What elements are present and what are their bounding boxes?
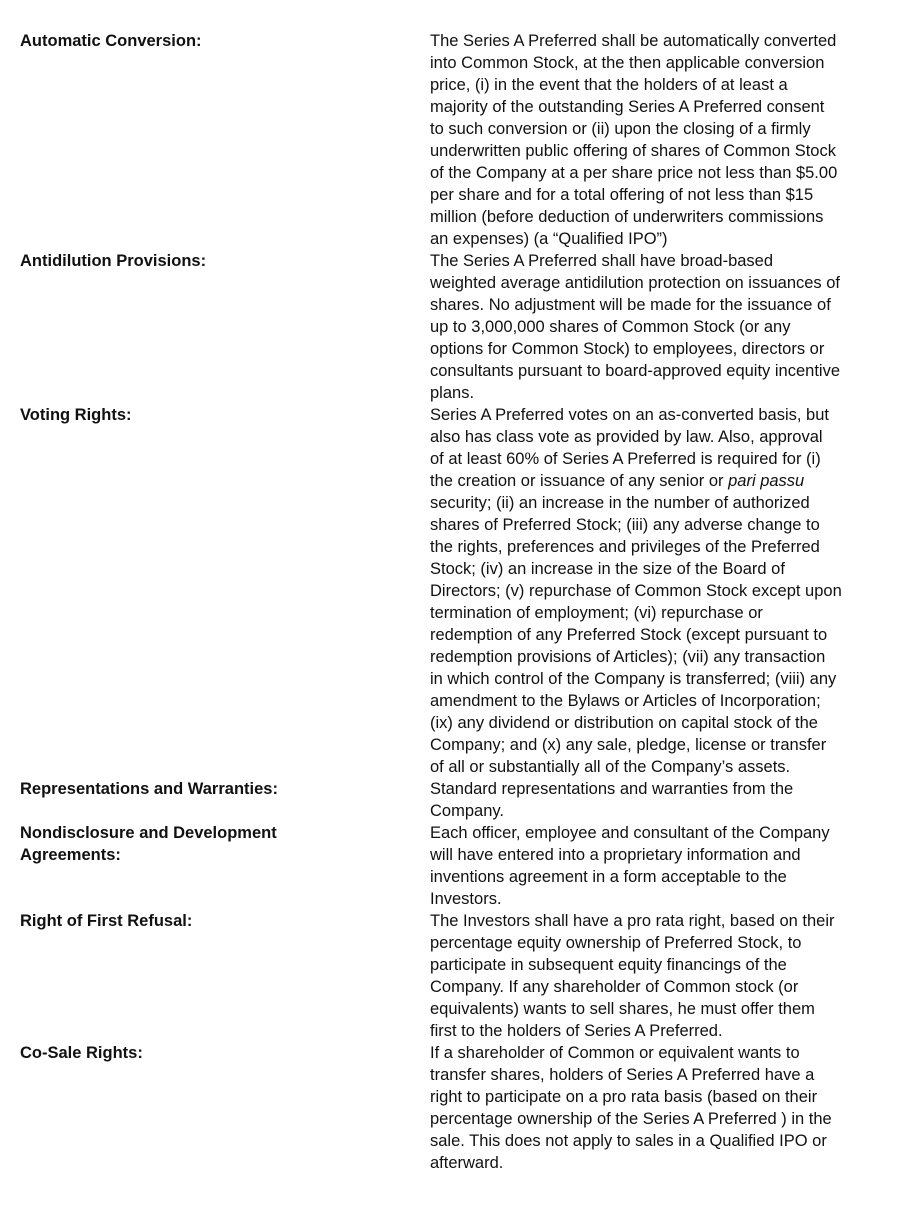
term-label: Automatic Conversion:: [20, 32, 202, 50]
term-text: Each officer, employee and consultant of the Company will have entered into a proprietary information and inventions agreement in a form acceptable to the Investors.: [430, 824, 830, 908]
term-label: Nondisclosure and Development Agreements:: [20, 824, 277, 864]
term-text: The Investors shall have a pro rata right, based on their percentage equity ownership of Preferred Stock, to participate in subsequent equity financings of the Company. If any shareholder of Common stock (or equivalents) wants to sell shares, he must offer them first to the holders of Series A Preferred.: [430, 912, 835, 1040]
term-label: Antidilution Provisions:: [20, 252, 207, 270]
term-sheet-document: [0, 30, 918, 1174]
term-row-nondisclosure-development: [0, 822, 918, 910]
term-row-co-sale-rights: [0, 1042, 918, 1174]
term-text-part: security; (ii) an increase in the number of authorized shares of Preferred Stock; (iii) any adverse change to the rights, preferences and privileges of the Preferred Stock; (iv) an increase in the size of the Board of Directors; (v) repurchase of Common Stock except upon termination of employment; (vi) repurchase or redemption of any Preferred Stock (except pursuant to redemption provisions of Articles); (vii) any transaction in which control of the Company is transferred; (viii) any amendment to the Bylaws or Articles of Incorporation; (ix) any dividend or distribution on capital stock of the Company; and (x) any sale, pledge, license or transfer of all or substantially all of the Company’s assets.: [430, 494, 842, 776]
term-label: Representations and Warranties:: [20, 780, 278, 798]
term-text: The Series A Preferred shall be automatically converted into Common Stock, at the then applicable conversion price, (i) in the event that the holders of at least a majority of the outstanding Series A Preferred consent to such conversion or (ii) upon the closing of a firmly underwritten public offering of shares of Common Stock of the Company at a per share price not less than $5.00 per share and for a total offering of not less than $15 million (before deduction of underwriters commissions an expenses) (a “Qualified IPO”): [430, 32, 838, 248]
term-text-part: Series A Preferred votes on an as-converted basis, but also has class vote as provided by law. Also, approval of at least 60% of Series A Preferred is required for (i) the creation or issuance of any senior or: [430, 406, 829, 490]
term-label: Co-Sale Rights:: [20, 1044, 143, 1062]
term-label: Voting Rights:: [20, 406, 132, 424]
term-row-representations-warranties: [0, 778, 918, 822]
term-text: Standard representations and warranties from the Company.: [430, 780, 794, 820]
term-text-italic: pari passu: [728, 472, 805, 490]
term-row-voting-rights: [0, 404, 918, 778]
term-label: Right of First Refusal:: [20, 912, 193, 930]
term-row-automatic-conversion: [0, 30, 918, 250]
term-row-antidilution-provisions: [0, 250, 918, 404]
term-text: [430, 404, 882, 778]
term-text: The Series A Preferred shall have broad-based weighted average antidilution protection on issuances of shares. No adjustment will be made for the issuance of up to 3,000,000 shares of Common Stock (or any options for Common Stock) to employees, directors or consultants pursuant to board-approved equity incentive plans.: [430, 252, 841, 402]
term-row-right-of-first-refusal: [0, 910, 918, 1042]
term-text: If a shareholder of Common or equivalent wants to transfer shares, holders of Series A Preferred have a right to participate on a pro rata basis (based on their percentage ownership of the Series A Preferred ) in the sale. This does not apply to sales in a Qualified IPO or afterward.: [430, 1044, 832, 1172]
